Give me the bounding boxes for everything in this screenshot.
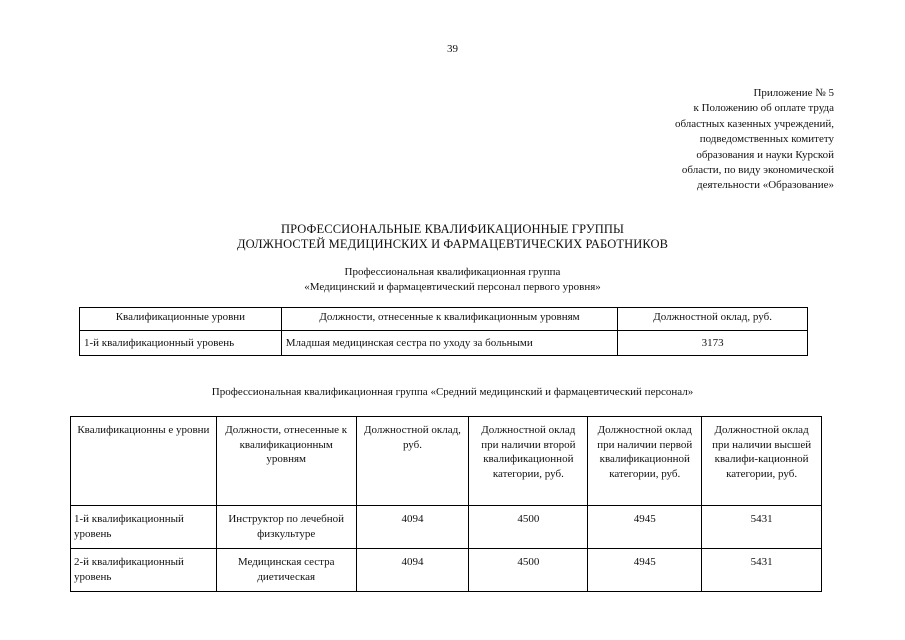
table-cell: Инструктор по лечебной физкультуре [216, 506, 356, 549]
appendix-line: областных казенных учреждений, [674, 117, 834, 130]
table-row [80, 331, 808, 356]
appendix-line: к Положению об оплате труда [693, 102, 834, 115]
group1-title [0, 265, 905, 295]
header-cell: Квалификационны е уровни [71, 417, 217, 506]
table-row [71, 549, 822, 592]
table-cell: 4094 [356, 549, 469, 592]
appendix-line: области, по виду экономической [681, 164, 834, 177]
group1-title-line: «Медицинский и фармацевтический персонал первого уровня» [304, 281, 601, 293]
table-cell: 5431 [702, 549, 822, 592]
group1-table [79, 307, 808, 356]
table-cell: 1-й квалификационный уровень [80, 331, 282, 356]
appendix-note [675, 86, 834, 194]
header-cell: Должности, отнесенные к квалификационным уровням [281, 308, 617, 331]
header-cell: Должностной оклад при наличии высшей квалифи-кационной категории, руб. [702, 417, 822, 506]
header-cell: Должностной оклад, руб. [356, 417, 469, 506]
table-cell: 1-й квалификационный уровень [71, 506, 217, 549]
appendix-line: образования и науки Курской [696, 148, 834, 161]
header-cell: Квалификационные уровни [80, 308, 282, 331]
table-cell: 4500 [469, 506, 588, 549]
table-header-row [71, 417, 822, 506]
table-cell: 4945 [588, 506, 702, 549]
header-cell: Должности, отнесенные к квалификационным уровням [216, 417, 356, 506]
header-cell: Должностной оклад при наличии первой квалификационной категории, руб. [588, 417, 702, 506]
table-cell: 2-й квалификационный уровень [71, 549, 217, 592]
table-cell: 4500 [469, 549, 588, 592]
appendix-line: подведомственных комитету [699, 133, 834, 146]
title-line: ДОЛЖНОСТЕЙ МЕДИЦИНСКИХ И ФАРМАЦЕВТИЧЕСКИХ РАБОТНИКОВ [236, 237, 669, 251]
document-title [0, 222, 905, 252]
group2-table [70, 416, 822, 592]
table-cell: 3173 [618, 331, 808, 356]
table-cell: Младшая медицинская сестра по уходу за больными [281, 331, 617, 356]
appendix-line: деятельности «Образование» [696, 179, 834, 192]
header-cell: Должностной оклад, руб. [618, 308, 808, 331]
table-cell: 5431 [702, 506, 822, 549]
table-row [71, 506, 822, 549]
appendix-line: Приложение № 5 [753, 87, 834, 99]
group2-title: Профессиональная квалификационная группа «Средний медицинский и фармацевтический персонал» [211, 386, 694, 398]
table-cell: Медицинская сестра диетическая [216, 549, 356, 592]
table-cell: 4094 [356, 506, 469, 549]
header-cell: Должностной оклад при наличии второй квалификационной категории, руб. [469, 417, 588, 506]
page-number: 39 [447, 43, 458, 55]
title-line: ПРОФЕССИОНАЛЬНЫЕ КВАЛИФИКАЦИОННЫЕ ГРУППЫ [280, 222, 625, 236]
group1-title-line: Профессиональная квалификационная группа [344, 266, 561, 278]
table-cell: 4945 [588, 549, 702, 592]
table-header-row [80, 308, 808, 331]
